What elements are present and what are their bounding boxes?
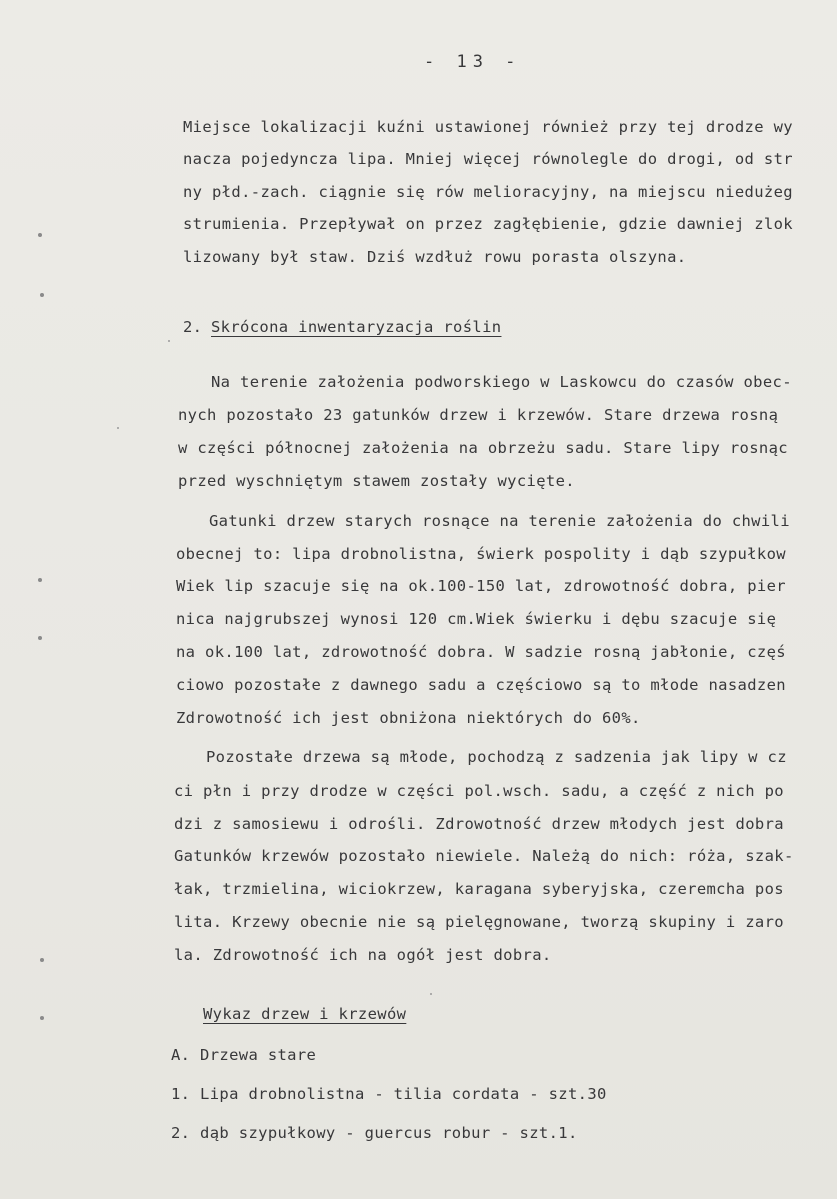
text-line: nacza pojedyncza lipa. Mniej więcej równolegle do drogi, od str (183, 150, 793, 168)
text-line: lizowany był staw. Dziś wzdłuż rowu porasta olszyna. (183, 248, 687, 266)
list-item: 2. dąb szypułkowy - guercus robur - szt.1. (171, 1124, 578, 1142)
list-item: 1. Lipa drobnolistna - tilia cordata - szt.30 (171, 1085, 607, 1103)
text-line: na ok.100 lat, zdrowotność dobra. W sadzie rosną jabłonie, częś (176, 643, 786, 661)
text-line: strumienia. Przepływał on przez zagłębienie, gdzie dawniej zlok (183, 215, 793, 233)
list-item: A. Drzewa stare (171, 1046, 317, 1064)
binder-hole-mark (38, 233, 42, 237)
text-line: łak, trzmielina, wiciokrzew, karagana syberyjska, czeremcha pos (174, 880, 784, 898)
text-line: Wiek lip szacuje się na ok.100-150 lat, zdrowotność dobra, pier (176, 577, 786, 595)
text-line: ci płn i przy drodze w części pol.wsch. sadu, a część z nich po (174, 782, 784, 800)
binder-hole-mark (40, 293, 44, 297)
binder-hole-mark (38, 636, 42, 640)
text-line: przed wyschniętym stawem zostały wycięte. (178, 472, 575, 490)
text-line: nica najgrubszej wynosi 120 cm.Wiek świerku i dębu szacuje się (176, 610, 777, 628)
text-line: dzi z samosiewu i odrośli. Zdrowotność drzew młodych jest dobra (174, 815, 784, 833)
text-line: ny płd.-zach. ciągnie się rów melioracyjny, na miejscu niedużeg (183, 183, 793, 201)
text-line: w części północnej założenia na obrzeżu sadu. Stare lipy rosnąc (178, 439, 788, 457)
text-line: Zdrowotność ich jest obniżona niektórych do 60%. (176, 709, 641, 727)
binder-hole-mark (38, 578, 42, 582)
text-line: Miejsce lokalizacji kuźni ustawionej również przy tej drodze wy (183, 118, 793, 136)
paper-speck (430, 993, 432, 995)
text-line: Gatunków krzewów pozostało niewiele. Należą do nich: róża, szak- (174, 847, 794, 865)
page-number: - 13 - (424, 52, 522, 72)
text-line: la. Zdrowotność ich na ogół jest dobra. (174, 946, 552, 964)
text-line: nych pozostało 23 gatunków drzew i krzewów. Stare drzewa rosną (178, 406, 779, 424)
text-line: Pozostałe drzewa są młode, pochodzą z sadzenia jak lipy w cz (206, 748, 787, 766)
binder-hole-mark (40, 958, 44, 962)
section-number: 2. (183, 318, 203, 336)
binder-hole-mark (40, 1016, 44, 1020)
paper-speck (168, 340, 170, 342)
text-line: obecnej to: lipa drobnolistna, świerk pospolity i dąb szypułkow (176, 545, 786, 563)
text-line: ciowo pozostałe z dawnego sadu a częściowo są to młode nasadzen (176, 676, 786, 694)
list-heading: Wykaz drzew i krzewów (203, 1005, 407, 1023)
text-line: lita. Krzewy obecnie nie są pielęgnowane, tworzą skupiny i zaro (174, 913, 784, 931)
text-line: Gatunki drzew starych rosnące na terenie założenia do chwili (209, 512, 790, 530)
section-title: Skrócona inwentaryzacja roślin (211, 318, 502, 336)
text-line: Na terenie założenia podworskiego w Laskowcu do czasów obec- (211, 373, 792, 391)
paper-speck (117, 427, 119, 429)
